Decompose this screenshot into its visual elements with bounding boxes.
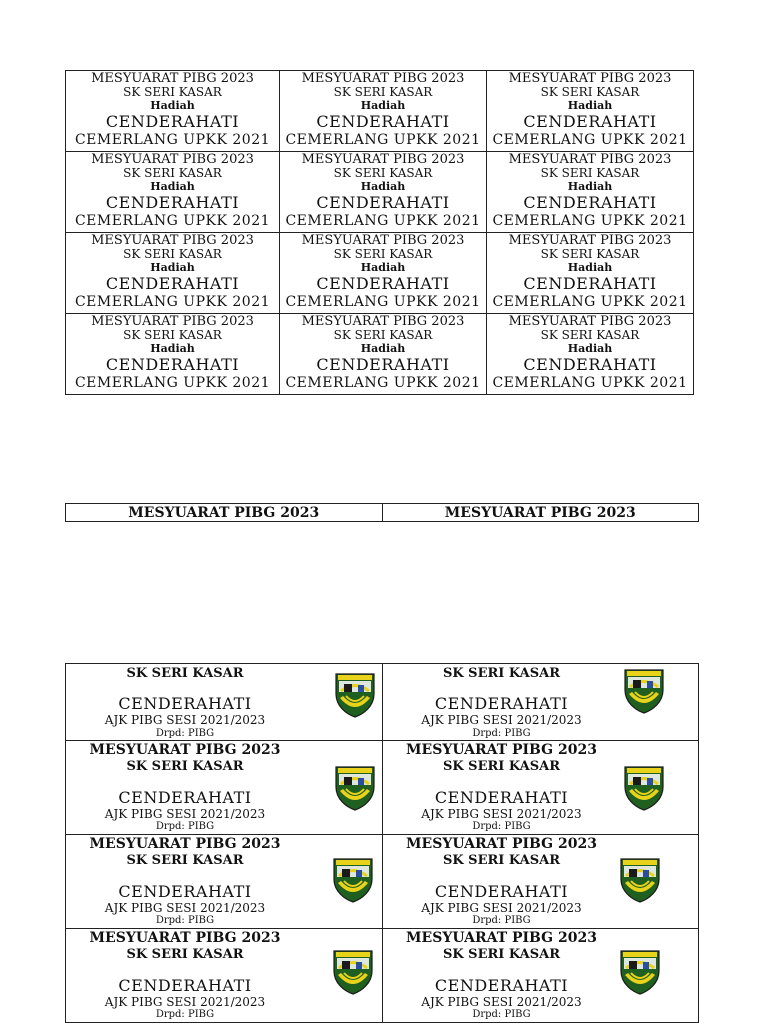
gift-label-grid-top <box>65 70 694 395</box>
label-cemerlang: CEMERLANG UPKK 2021 <box>285 294 481 310</box>
gift-label-logo <box>382 835 699 929</box>
gift-label <box>487 314 694 395</box>
label-title: MESYUARAT PIBG 2023 <box>91 233 254 248</box>
label-school: SK SERI KASAR <box>333 85 433 99</box>
label-ajk: AJK PIBG SESI 2021/2023 <box>421 901 582 915</box>
gift-label-logo <box>382 664 699 741</box>
school-crest-icon <box>332 949 374 995</box>
meeting-header-table <box>65 503 699 522</box>
label-school: SK SERI KASAR <box>126 759 244 774</box>
label-title: MESYUARAT PIBG 2023 <box>91 152 254 167</box>
label-school: SK SERI KASAR <box>333 328 433 342</box>
gift-label <box>487 71 694 152</box>
label-drpd: Drpd: PIBG <box>472 1009 531 1020</box>
label-drpd: Drpd: PIBG <box>155 1009 215 1020</box>
gift-label <box>487 233 694 314</box>
label-cenderahati: CENDERAHATI <box>523 274 657 293</box>
label-school: SK SERI KASAR <box>442 947 561 962</box>
gift-label-logo <box>66 929 383 1023</box>
gift-label <box>66 314 280 395</box>
label-school: SK SERI KASAR <box>540 166 640 180</box>
label-cenderahati: CENDERAHATI <box>316 274 450 293</box>
label-cemerlang: CEMERLANG UPKK 2021 <box>285 132 481 148</box>
school-crest-icon <box>332 857 374 903</box>
label-row <box>66 71 694 152</box>
label-title: MESYUARAT PIBG 2023 <box>301 233 465 248</box>
label-row <box>66 741 699 835</box>
label-drpd: Drpd: PIBG <box>472 728 531 739</box>
label-school: SK SERI KASAR <box>442 853 561 868</box>
school-crest-icon <box>623 668 665 714</box>
label-cenderahati: CENDERAHATI <box>434 976 569 995</box>
label-ajk: AJK PIBG SESI 2021/2023 <box>104 807 266 821</box>
label-title: MESYUARAT PIBG 2023 <box>508 152 672 167</box>
label-cemerlang: CEMERLANG UPKK 2021 <box>74 294 271 310</box>
meeting-header-left: MESYUARAT PIBG 2023 <box>66 504 383 522</box>
label-hadiah: Hadiah <box>567 180 613 193</box>
label-row <box>66 929 699 1023</box>
label-cenderahati: CENDERAHATI <box>105 355 240 374</box>
label-title: MESYUARAT PIBG 2023 <box>91 314 254 329</box>
label-cenderahati: CENDERAHATI <box>434 788 569 807</box>
label-school: SK SERI KASAR <box>123 166 222 180</box>
gift-label <box>280 71 487 152</box>
label-meeting: MESYUARAT PIBG 2023 <box>89 836 281 852</box>
label-cenderahati: CENDERAHATI <box>105 112 240 131</box>
label-title: MESYUARAT PIBG 2023 <box>301 71 465 86</box>
school-crest-icon <box>334 765 376 811</box>
label-cenderahati: CENDERAHATI <box>316 355 450 374</box>
label-hadiah: Hadiah <box>360 261 406 274</box>
label-title: MESYUARAT PIBG 2023 <box>508 314 672 329</box>
label-cemerlang: CEMERLANG UPKK 2021 <box>492 294 688 310</box>
gift-label-logo <box>382 929 699 1023</box>
label-cenderahati: CENDERAHATI <box>434 882 569 901</box>
gift-label-logo <box>66 664 383 741</box>
label-meeting: MESYUARAT PIBG 2023 <box>406 836 597 852</box>
label-school: SK SERI KASAR <box>126 666 244 681</box>
label-cemerlang: CEMERLANG UPKK 2021 <box>492 132 688 148</box>
gift-label <box>66 233 280 314</box>
label-cenderahati: CENDERAHATI <box>316 112 450 131</box>
label-cemerlang: CEMERLANG UPKK 2021 <box>492 213 688 229</box>
label-drpd: Drpd: PIBG <box>155 821 215 832</box>
label-school: SK SERI KASAR <box>123 328 222 342</box>
label-cenderahati: CENDERAHATI <box>523 355 657 374</box>
gift-label <box>280 233 487 314</box>
gift-label <box>66 152 280 233</box>
label-hadiah: Hadiah <box>150 261 195 274</box>
label-cemerlang: CEMERLANG UPKK 2021 <box>74 213 271 229</box>
label-cenderahati: CENDERAHATI <box>118 976 252 995</box>
label-school: SK SERI KASAR <box>333 166 433 180</box>
label-school: SK SERI KASAR <box>442 759 561 774</box>
school-crest-icon <box>623 765 665 811</box>
label-ajk: AJK PIBG SESI 2021/2023 <box>421 995 582 1009</box>
label-cemerlang: CEMERLANG UPKK 2021 <box>285 213 481 229</box>
label-drpd: Drpd: PIBG <box>155 915 215 926</box>
label-title: MESYUARAT PIBG 2023 <box>301 314 465 329</box>
label-cenderahati: CENDERAHATI <box>105 274 240 293</box>
label-cenderahati: CENDERAHATI <box>118 788 252 807</box>
label-school: SK SERI KASAR <box>123 247 222 261</box>
label-meeting: MESYUARAT PIBG 2023 <box>89 742 281 758</box>
gift-label-logo <box>66 835 383 929</box>
label-row <box>66 835 699 929</box>
label-hadiah: Hadiah <box>150 342 195 355</box>
label-cenderahati: CENDERAHATI <box>434 694 569 713</box>
label-school: SK SERI KASAR <box>123 85 222 99</box>
label-cemerlang: CEMERLANG UPKK 2021 <box>492 375 688 391</box>
school-crest-icon <box>619 857 661 903</box>
label-title: MESYUARAT PIBG 2023 <box>91 71 254 86</box>
label-school: SK SERI KASAR <box>126 853 244 868</box>
gift-label <box>280 314 487 395</box>
gift-label-logo <box>66 741 383 835</box>
label-title: MESYUARAT PIBG 2023 <box>508 233 672 248</box>
meeting-header-right: MESYUARAT PIBG 2023 <box>382 504 699 522</box>
label-cenderahati: CENDERAHATI <box>118 882 252 901</box>
label-hadiah: Hadiah <box>360 180 406 193</box>
label-school: SK SERI KASAR <box>540 328 640 342</box>
label-school: SK SERI KASAR <box>126 947 244 962</box>
label-row <box>66 152 694 233</box>
label-cemerlang: CEMERLANG UPKK 2021 <box>74 132 271 148</box>
label-meeting: MESYUARAT PIBG 2023 <box>406 742 597 758</box>
label-hadiah: Hadiah <box>150 180 195 193</box>
label-ajk: AJK PIBG SESI 2021/2023 <box>421 713 582 727</box>
label-title: MESYUARAT PIBG 2023 <box>508 71 672 86</box>
label-drpd: Drpd: PIBG <box>155 728 215 739</box>
gift-label <box>487 152 694 233</box>
label-cenderahati: CENDERAHATI <box>523 193 657 212</box>
school-crest-icon <box>619 949 661 995</box>
gift-label-grid-bottom <box>65 663 699 1023</box>
label-hadiah: Hadiah <box>567 261 613 274</box>
label-hadiah: Hadiah <box>567 99 613 112</box>
label-cemerlang: CEMERLANG UPKK 2021 <box>285 375 481 391</box>
label-row <box>66 314 694 395</box>
label-ajk: AJK PIBG SESI 2021/2023 <box>421 807 582 821</box>
label-cenderahati: CENDERAHATI <box>105 193 240 212</box>
label-cenderahati: CENDERAHATI <box>523 112 657 131</box>
label-title: MESYUARAT PIBG 2023 <box>301 152 465 167</box>
label-cemerlang: CEMERLANG UPKK 2021 <box>74 375 271 391</box>
label-school: SK SERI KASAR <box>442 666 561 681</box>
label-ajk: AJK PIBG SESI 2021/2023 <box>104 995 266 1009</box>
label-row <box>66 233 694 314</box>
label-school: SK SERI KASAR <box>540 247 640 261</box>
label-school: SK SERI KASAR <box>333 247 433 261</box>
label-hadiah: Hadiah <box>567 342 613 355</box>
label-drpd: Drpd: PIBG <box>472 915 531 926</box>
label-ajk: AJK PIBG SESI 2021/2023 <box>104 901 266 915</box>
label-drpd: Drpd: PIBG <box>472 821 531 832</box>
gift-label <box>66 71 280 152</box>
label-meeting: MESYUARAT PIBG 2023 <box>89 930 281 946</box>
label-hadiah: Hadiah <box>360 99 406 112</box>
label-hadiah: Hadiah <box>150 99 195 112</box>
label-cenderahati: CENDERAHATI <box>118 694 252 713</box>
gift-label-logo <box>382 741 699 835</box>
label-row <box>66 664 699 741</box>
school-crest-icon <box>334 672 376 718</box>
label-hadiah: Hadiah <box>360 342 406 355</box>
label-school: SK SERI KASAR <box>540 85 640 99</box>
label-cenderahati: CENDERAHATI <box>316 193 450 212</box>
label-meeting: MESYUARAT PIBG 2023 <box>406 930 597 946</box>
label-ajk: AJK PIBG SESI 2021/2023 <box>104 713 266 727</box>
gift-label <box>280 152 487 233</box>
